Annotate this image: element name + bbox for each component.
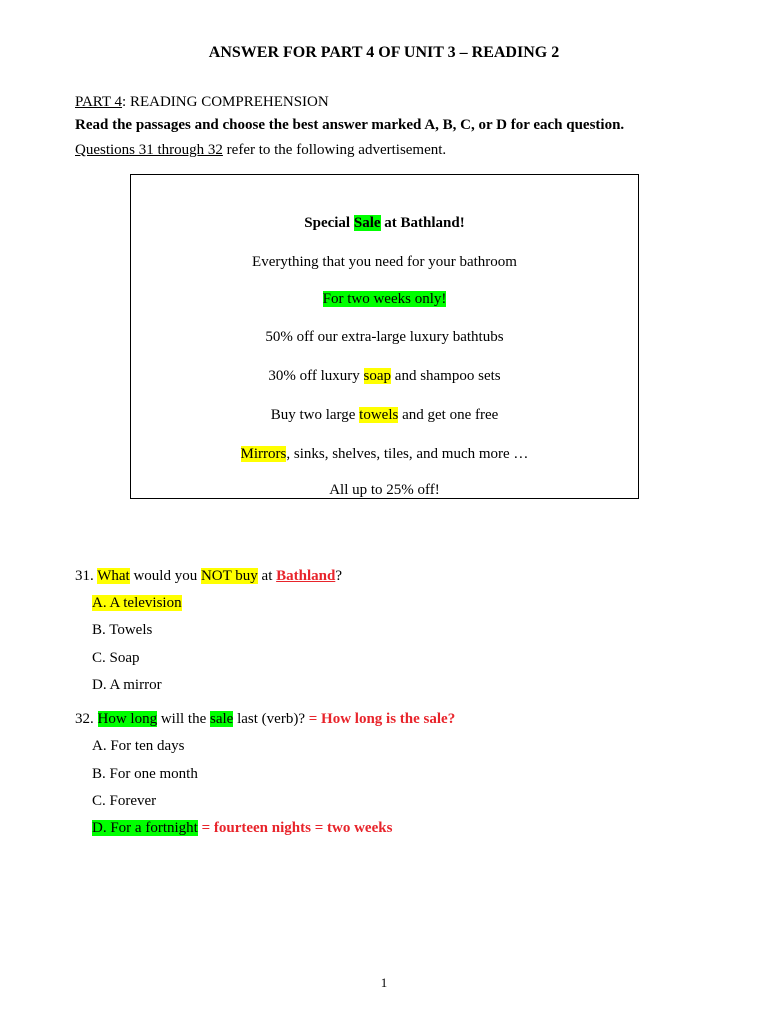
question-31-text-2: at <box>257 568 277 584</box>
q32-option-c: C. Forever <box>92 793 157 809</box>
question-32 <box>75 711 455 728</box>
ad-line-6-post: , sinks, shelves, tiles, and much more … <box>286 446 529 462</box>
question-31-end: ? <box>335 568 342 584</box>
question-31-highlight-what: What <box>97 568 130 584</box>
ad-line-5-highlight: towels <box>359 407 399 423</box>
advertisement-box <box>130 174 639 499</box>
ad-line-6 <box>131 446 638 463</box>
question-32-highlight-sale: sale <box>210 711 234 727</box>
part-label: PART 4 <box>75 94 123 110</box>
ad-heading-post: at Bathland! <box>380 215 465 231</box>
refer-rest: refer to the following advertisement. <box>222 142 447 158</box>
question-32-highlight-how-long: How long <box>97 711 158 727</box>
q32-option-a: A. For ten days <box>92 738 185 754</box>
question-32-note: = How long is the sale? <box>308 711 456 727</box>
ad-heading-highlight: Sale <box>353 215 381 231</box>
q31-option-c: C. Soap <box>92 650 140 666</box>
ad-line-2 <box>131 291 638 308</box>
q31-option-a <box>92 595 182 612</box>
q31-option-d: D. A mirror <box>92 677 162 693</box>
ad-line-5-post: and get one free <box>398 407 499 423</box>
ad-line-4 <box>131 368 638 385</box>
refer-questions: Questions 31 through 32 <box>75 142 223 158</box>
ad-heading <box>131 215 638 232</box>
ad-line-1: Everything that you need for your bathroom <box>252 254 517 270</box>
ad-line-6-highlight: Mirrors <box>240 446 287 462</box>
part-heading-rest: : READING COMPREHENSION <box>122 94 329 110</box>
ad-heading-pre: Special <box>304 215 354 231</box>
ad-line-2-highlight: For two weeks only! <box>322 291 447 307</box>
question-32-number: 32. <box>75 711 98 727</box>
ad-line-4-highlight: soap <box>363 368 392 384</box>
question-32-text-2: last (verb)? <box>233 711 309 727</box>
question-31-number: 31. <box>75 568 98 584</box>
ad-line-3: 50% off our extra-large luxury bathtubs <box>265 329 504 345</box>
question-31-text-1: would you <box>129 568 201 584</box>
q32-option-b: B. For one month <box>92 766 198 782</box>
instruction: Read the passages and choose the best answer marked A, B, C, or D for each question. <box>75 117 625 133</box>
question-31 <box>75 568 342 585</box>
ad-line-4-pre: 30% off luxury <box>268 368 364 384</box>
page-number: 1 <box>380 975 388 990</box>
q31-option-a-highlight: A. A television <box>92 595 182 611</box>
ad-line-5 <box>131 407 638 424</box>
document-title: ANSWER FOR PART 4 OF UNIT 3 – READING 2 <box>208 44 560 61</box>
part-heading <box>75 94 329 111</box>
ad-line-7: All up to 25% off! <box>329 482 440 498</box>
ad-line-4-post: and shampoo sets <box>391 368 501 384</box>
refer-line <box>75 142 446 159</box>
q32-option-d-highlight: D. For a fortnight <box>92 820 198 836</box>
q32-option-d <box>92 820 392 837</box>
q32-answer-note: = fourteen nights = two weeks <box>197 820 393 836</box>
ad-line-5-pre: Buy two large <box>270 407 360 423</box>
q31-option-b: B. Towels <box>92 622 153 638</box>
question-31-bathland: Bathland <box>276 568 336 584</box>
question-32-text-1: will the <box>157 711 211 727</box>
question-31-highlight-not-buy: NOT buy <box>200 568 258 584</box>
